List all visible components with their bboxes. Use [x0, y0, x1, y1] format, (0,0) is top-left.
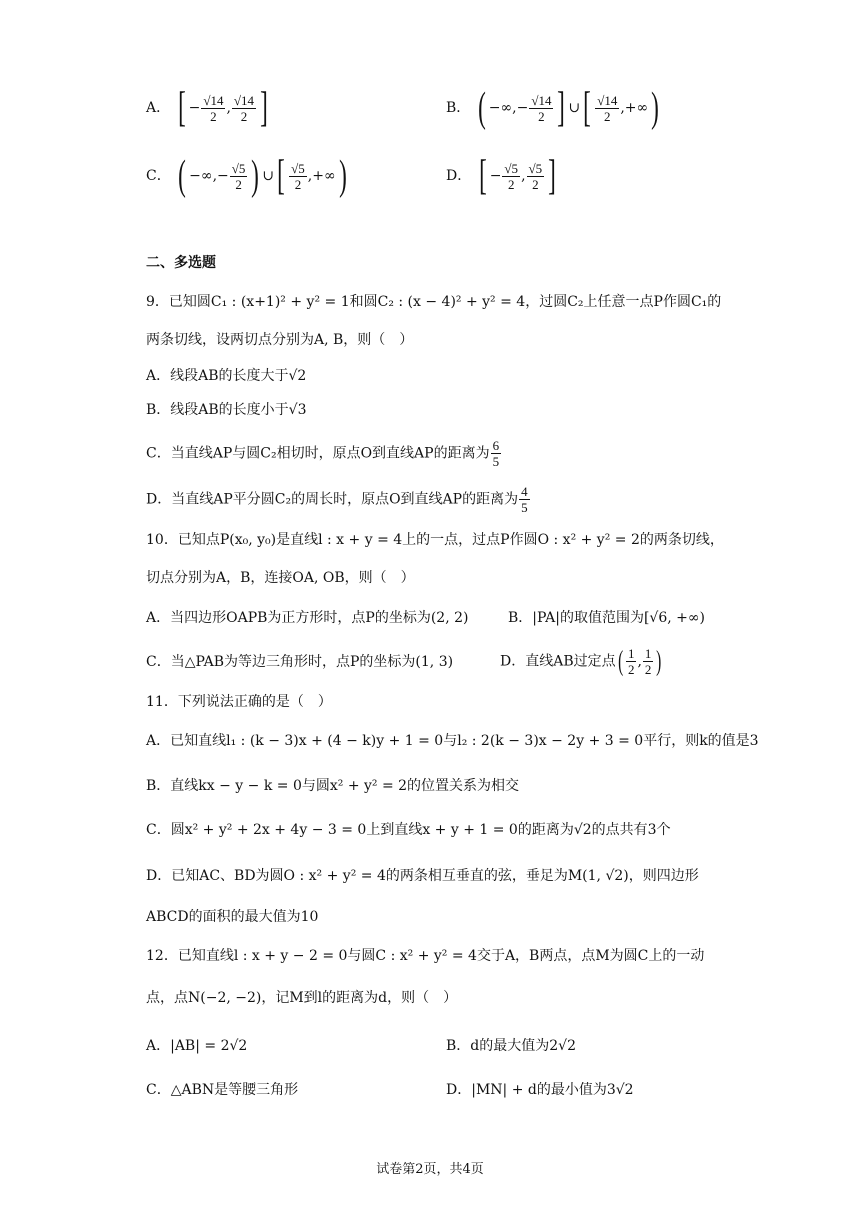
- numerator: √5: [504, 160, 519, 176]
- q11-option-d-line-1: D．已知AC、BD为圆O : x² + y² = 4的两条相互垂直的弦，垂足为M(1, √2)，则四边形: [146, 868, 699, 884]
- q10-option-c: C．当△PAB为等边三角形时，点P的坐标为(1, 3): [146, 654, 454, 670]
- q11-option-a: A．已知直线l₁ : (k − 3)x + (4 − k)y + 1 = 0与l₂ : 2(k − 3)x − 2y + 3 = 0平行，则k的值是3: [146, 733, 759, 749]
- option-text: C．当直线AP与圆C₂相切时，原点O到直线AP的距离为: [146, 445, 490, 462]
- right-paren: ): [651, 85, 660, 131]
- q12-option-d: D．|MN| + d的最小值为3√2: [446, 1082, 634, 1098]
- numerator: 1: [627, 646, 635, 661]
- fraction: [643, 646, 654, 677]
- numerator: √14: [531, 92, 552, 108]
- q9-stem-line-1: 9．已知圆C₁ : (x+1)² + y² = 1和圆C₂ : (x − 4)² + y² = 4，过圆C₂上任意一点P作圆C₁的: [146, 294, 722, 310]
- fraction: [502, 161, 520, 192]
- q9-option-b: B．线段AB的长度小于√3: [146, 402, 307, 418]
- numerator: √14: [597, 92, 618, 108]
- denominator: 2: [532, 176, 539, 192]
- interval-text: −∞,−: [189, 168, 229, 184]
- q10-option-b: B．|PA|的取值范围为[√6, +∞): [508, 610, 706, 626]
- denominator: 2: [294, 176, 302, 192]
- option-label: D．: [446, 168, 472, 184]
- right-paren: ): [338, 153, 347, 199]
- comma: ,: [226, 100, 231, 116]
- minus-sign: −: [489, 168, 502, 184]
- denominator: 5: [521, 500, 528, 515]
- fraction: [289, 161, 307, 192]
- option-label: B．: [446, 100, 471, 116]
- union-sign: ∪: [262, 168, 275, 184]
- denominator: 2: [507, 176, 515, 192]
- left-bracket: [: [177, 85, 186, 131]
- comma: ,: [521, 168, 526, 184]
- denominator: 2: [627, 662, 635, 677]
- q11-option-d-line-2: ABCD的面积的最大值为10: [146, 909, 319, 925]
- denominator: 2: [240, 108, 248, 124]
- fraction: [595, 93, 619, 124]
- right-bracket: ]: [260, 85, 268, 131]
- denominator: 5: [492, 454, 500, 469]
- q8-option-d: [446, 153, 559, 199]
- numerator: 6: [492, 438, 500, 453]
- interval-text: ,+∞: [307, 168, 336, 184]
- q9-option-c: [146, 438, 502, 469]
- q12-option-c: C．△ABN是等腰三角形: [146, 1082, 299, 1098]
- numerator: √5: [291, 160, 305, 176]
- denominator: 2: [538, 108, 545, 124]
- option-label: C．: [146, 168, 171, 184]
- right-paren: ): [656, 645, 662, 677]
- numerator: √14: [233, 92, 255, 108]
- fraction: [527, 161, 545, 192]
- q9-option-d: [146, 484, 531, 515]
- left-paren: (: [178, 153, 187, 199]
- left-paren: (: [477, 85, 486, 131]
- interval-text: −∞,−: [488, 100, 529, 116]
- q11-option-b: B．直线kx − y − k = 0与圆x² + y² = 2的位置关系为相交: [146, 778, 520, 794]
- left-bracket: [: [583, 85, 592, 131]
- numerator: √5: [231, 160, 246, 176]
- right-bracket: ]: [557, 85, 566, 131]
- q12-option-a: A．|AB| = 2√2: [146, 1038, 248, 1054]
- denominator: 2: [235, 176, 242, 192]
- denominator: 2: [210, 108, 217, 124]
- fraction: [519, 484, 530, 515]
- numerator: √14: [203, 92, 224, 108]
- union-sign: ∪: [568, 100, 581, 116]
- numerator: √5: [528, 160, 543, 176]
- option-text: D．直线AB过定点: [500, 653, 616, 670]
- fraction: [232, 93, 256, 124]
- fraction: [230, 161, 248, 192]
- q8-option-b: [446, 85, 662, 131]
- q10-option-a: A．当四边形OAPB为正方形时，点P的坐标为(2, 2): [146, 610, 469, 626]
- q8-option-c: [146, 153, 350, 199]
- q11-stem: 11．下列说法正确的是（ ）: [146, 694, 332, 710]
- numerator: 4: [521, 484, 528, 499]
- fraction: [626, 646, 637, 677]
- q12-option-b: B．d的最大值为2√2: [446, 1038, 576, 1054]
- option-label: A．: [146, 100, 171, 116]
- q12-stem-line-1: 12．已知直线l : x + y − 2 = 0与圆C : x² + y² = 4交于A，B两点，点M为圆C上的一动: [146, 948, 705, 964]
- minus-sign: −: [188, 100, 201, 116]
- left-paren: (: [617, 645, 623, 677]
- denominator: 2: [644, 662, 652, 677]
- fraction: [491, 438, 502, 469]
- q10-stem-line-2: 切点分别为A，B，连接OA, OB，则（ ）: [146, 570, 415, 586]
- section-title: 二、多选题: [146, 255, 216, 271]
- q9-option-a: A．线段AB的长度大于√2: [146, 368, 307, 384]
- numerator: 1: [644, 646, 652, 661]
- right-bracket: ]: [548, 153, 557, 199]
- fraction: [201, 93, 225, 124]
- left-bracket: [: [277, 153, 285, 199]
- option-text: D．当直线AP平分圆C₂的周长时，原点O到直线AP的距离为: [146, 491, 519, 508]
- right-paren: ): [251, 153, 260, 199]
- fraction: [529, 93, 553, 124]
- q12-stem-line-2: 点，点N(−2, −2)，记M到l的距离为d，则（ ）: [146, 990, 458, 1006]
- denominator: 2: [604, 108, 611, 124]
- q11-option-c: C．圆x² + y² + 2x + 4y − 3 = 0上到直线x + y + 1 = 0的距离为√2的点共有3个: [146, 822, 671, 838]
- page-footer: 试卷第2页，共4页: [376, 1162, 484, 1177]
- interval-text: ,+∞: [620, 100, 649, 116]
- q10-option-d: D．直线AB过定点( $\frac{1}{2}$ , $\frac{1}{2}$ ): [500, 645, 662, 677]
- left-bracket: [: [478, 153, 487, 199]
- q10-stem-line-1: 10．已知点P(x₀, y₀)是直线l : x + y = 4上的一点，过点P作圆O : x² + y² = 2的两条切线，: [146, 532, 724, 548]
- q8-option-a: [146, 85, 271, 131]
- q9-stem-line-2: 两条切线，设两切点分别为A, B，则（ ）: [146, 332, 414, 348]
